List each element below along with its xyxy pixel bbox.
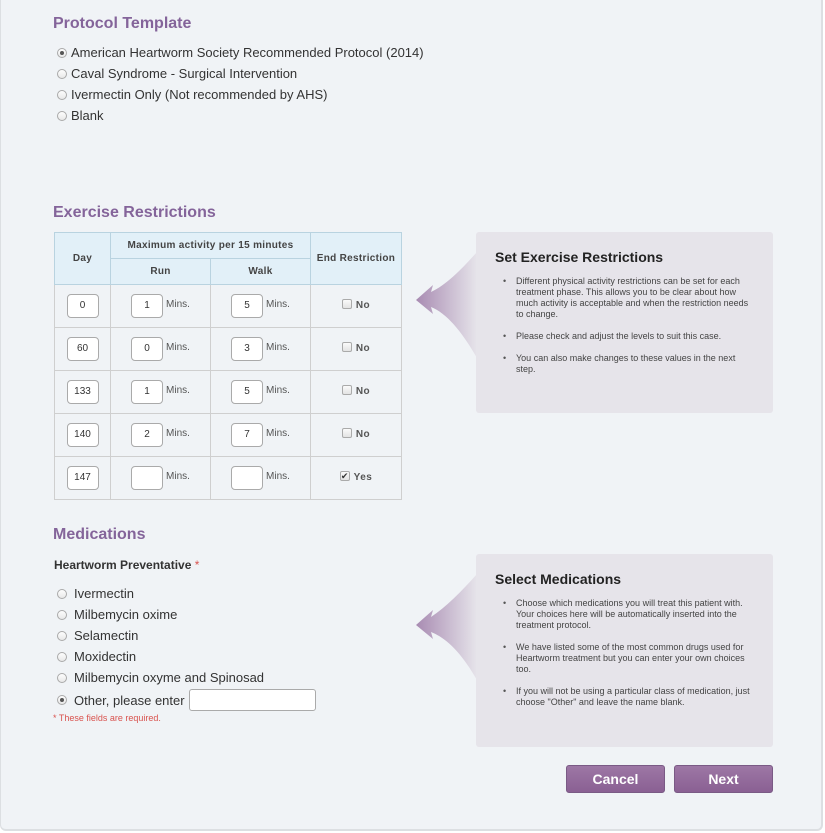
header-walk: Walk bbox=[211, 259, 311, 285]
exercise-info-box bbox=[476, 232, 773, 413]
medication-option-milbemycin[interactable] bbox=[57, 604, 316, 625]
checkbox-icon[interactable] bbox=[342, 385, 352, 395]
header-run: Run bbox=[111, 259, 211, 285]
day-input[interactable]: 133 bbox=[67, 380, 99, 404]
medication-option-moxidectin[interactable] bbox=[57, 646, 316, 667]
run-cell bbox=[111, 328, 211, 371]
medication-option-label: Ivermectin bbox=[74, 586, 134, 601]
checkbox-icon[interactable] bbox=[342, 299, 352, 309]
protocol-option-caval[interactable] bbox=[57, 63, 424, 84]
walk-minutes-input[interactable]: 3 bbox=[231, 337, 263, 361]
medications-callout-arrow-icon bbox=[411, 572, 477, 682]
medication-options bbox=[57, 583, 316, 712]
walk-unit-label: Mins. bbox=[266, 298, 290, 310]
run-minutes-input[interactable]: 1 bbox=[131, 294, 163, 318]
walk-minutes-input[interactable]: 5 bbox=[231, 380, 263, 404]
run-cell bbox=[111, 371, 211, 414]
protocol-option-ahs[interactable] bbox=[57, 42, 424, 63]
day-cell bbox=[55, 371, 111, 414]
exercise-row bbox=[55, 371, 402, 414]
end-restriction-cell bbox=[311, 285, 402, 328]
header-day: Day bbox=[55, 233, 111, 285]
walk-minutes-input[interactable]: 5 bbox=[231, 294, 263, 318]
exercise-info-list bbox=[495, 276, 755, 375]
exercise-restrictions-title: Exercise Restrictions bbox=[53, 204, 216, 221]
radio-icon-checked[interactable] bbox=[57, 48, 67, 58]
walk-unit-label: Mins. bbox=[266, 470, 290, 482]
checkbox-icon[interactable] bbox=[342, 342, 352, 352]
radio-icon[interactable] bbox=[57, 673, 67, 683]
day-cell bbox=[55, 414, 111, 457]
protocol-option-ivermectin[interactable] bbox=[57, 84, 424, 105]
run-cell bbox=[111, 457, 211, 500]
medication-option-selamectin[interactable] bbox=[57, 625, 316, 646]
run-unit-label: Mins. bbox=[166, 341, 190, 353]
radio-icon[interactable] bbox=[57, 631, 67, 641]
walk-cell bbox=[211, 371, 311, 414]
heartworm-preventative-label bbox=[54, 558, 199, 572]
exercise-table bbox=[54, 232, 402, 500]
day-input[interactable]: 0 bbox=[67, 294, 99, 318]
end-restriction-cell bbox=[311, 371, 402, 414]
medication-option-other[interactable] bbox=[57, 688, 316, 712]
end-restriction-label: No bbox=[355, 386, 371, 398]
day-input[interactable]: 60 bbox=[67, 337, 99, 361]
heartworm-preventative-text: Heartworm Preventative bbox=[54, 558, 192, 572]
day-cell bbox=[55, 285, 111, 328]
cancel-button[interactable]: Cancel bbox=[566, 765, 665, 793]
medication-option-ivermectin[interactable] bbox=[57, 583, 316, 604]
exercise-info-bullet: • Different physical activity restrictions can be set for each treatment phase. This allows you to be clear about how much activity is acceptable and when the restriction needs to change. bbox=[503, 276, 755, 320]
day-input[interactable]: 140 bbox=[67, 423, 99, 447]
day-cell bbox=[55, 457, 111, 500]
medications-info-box bbox=[476, 554, 773, 747]
protocol-option-blank[interactable] bbox=[57, 105, 424, 126]
medication-option-label: Milbemycin oxyme and Spinosad bbox=[74, 670, 265, 685]
medications-title: Medications bbox=[53, 526, 146, 543]
run-minutes-input[interactable]: 1 bbox=[131, 380, 163, 404]
day-input[interactable]: 147 bbox=[67, 466, 99, 490]
medication-option-label: Other, please enter bbox=[74, 692, 185, 708]
walk-cell bbox=[211, 414, 311, 457]
run-cell bbox=[111, 285, 211, 328]
walk-minutes-input[interactable]: 7 bbox=[231, 423, 263, 447]
walk-cell bbox=[211, 285, 311, 328]
medication-option-label: Selamectin bbox=[74, 628, 139, 643]
day-cell bbox=[55, 328, 111, 371]
radio-icon[interactable] bbox=[57, 610, 67, 620]
medications-info-bullet: • We have listed some of the most common drugs used for Heartworm treatment but you can enter your own choices too. bbox=[503, 642, 755, 675]
end-restriction-cell bbox=[311, 414, 402, 457]
end-restriction-label: Yes bbox=[353, 472, 373, 484]
run-minutes-input[interactable]: 2 bbox=[131, 423, 163, 447]
medication-option-milbemycin-spinosad[interactable] bbox=[57, 667, 316, 688]
next-button[interactable]: Next bbox=[674, 765, 773, 793]
run-cell bbox=[111, 414, 211, 457]
exercise-row bbox=[55, 285, 402, 328]
end-restriction-cell bbox=[311, 328, 402, 371]
end-restriction-label: No bbox=[355, 429, 371, 441]
exercise-row bbox=[55, 328, 402, 371]
radio-icon[interactable] bbox=[57, 111, 67, 121]
radio-icon-checked[interactable] bbox=[57, 695, 67, 705]
run-unit-label: Mins. bbox=[166, 384, 190, 396]
header-end-restriction: End Restriction bbox=[311, 233, 402, 285]
radio-icon[interactable] bbox=[57, 652, 67, 662]
protocol-option-label: Blank bbox=[71, 108, 104, 123]
run-unit-label: Mins. bbox=[166, 427, 190, 439]
run-unit-label: Mins. bbox=[166, 298, 190, 310]
walk-minutes-input[interactable] bbox=[231, 466, 263, 490]
end-restriction-label: No bbox=[355, 300, 371, 312]
header-max-activity: Maximum activity per 15 minutes bbox=[111, 233, 311, 259]
end-restriction-label: No bbox=[355, 343, 371, 355]
radio-icon[interactable] bbox=[57, 90, 67, 100]
medications-info-title: Select Medications bbox=[495, 571, 622, 587]
exercise-info-bullet: • Please check and adjust the levels to suit this case. bbox=[503, 331, 755, 342]
protocol-option-label: Ivermectin Only (Not recommended by AHS) bbox=[71, 87, 328, 102]
required-fields-note: * These fields are required. bbox=[53, 713, 161, 723]
radio-icon[interactable] bbox=[57, 589, 67, 599]
radio-icon[interactable] bbox=[57, 69, 67, 79]
run-minutes-input[interactable] bbox=[131, 466, 163, 490]
run-unit-label: Mins. bbox=[166, 470, 190, 482]
medications-info-bullet: • If you will not be using a particular class of medication, just choose "Other" and leave the name blank. bbox=[503, 686, 755, 708]
walk-cell bbox=[211, 328, 311, 371]
medication-option-label: Moxidectin bbox=[74, 649, 137, 664]
exercise-info-title: Set Exercise Restrictions bbox=[495, 249, 664, 265]
exercise-info-bullet: • You can also make changes to these values in the next step. bbox=[503, 353, 755, 375]
exercise-row bbox=[55, 414, 402, 457]
medications-info-bullet: • Choose which medications you will treat this patient with. Your choices here will be automatically inserted into the treatment protocol. bbox=[503, 598, 755, 631]
checkbox-icon[interactable] bbox=[342, 428, 352, 438]
protocol-template-title: Protocol Template bbox=[53, 15, 192, 32]
walk-unit-label: Mins. bbox=[266, 427, 290, 439]
medication-option-label: Milbemycin oxime bbox=[74, 607, 178, 622]
protocol-template-options bbox=[57, 42, 424, 126]
protocol-option-label: Caval Syndrome - Surgical Intervention bbox=[71, 66, 298, 81]
protocol-option-label: American Heartworm Society Recommended Protocol (2014) bbox=[71, 45, 424, 60]
required-asterisk: * bbox=[194, 558, 200, 572]
walk-unit-label: Mins. bbox=[266, 384, 290, 396]
exercise-row bbox=[55, 457, 402, 500]
checkbox-checked-icon[interactable]: ✔ bbox=[340, 470, 349, 481]
walk-unit-label: Mins. bbox=[266, 341, 290, 353]
medications-info-list bbox=[495, 598, 755, 708]
other-medication-input[interactable] bbox=[189, 689, 316, 711]
exercise-callout-arrow-icon bbox=[411, 250, 477, 360]
run-minutes-input[interactable]: 0 bbox=[131, 337, 163, 361]
walk-cell bbox=[211, 457, 311, 500]
end-restriction-cell bbox=[311, 457, 402, 500]
